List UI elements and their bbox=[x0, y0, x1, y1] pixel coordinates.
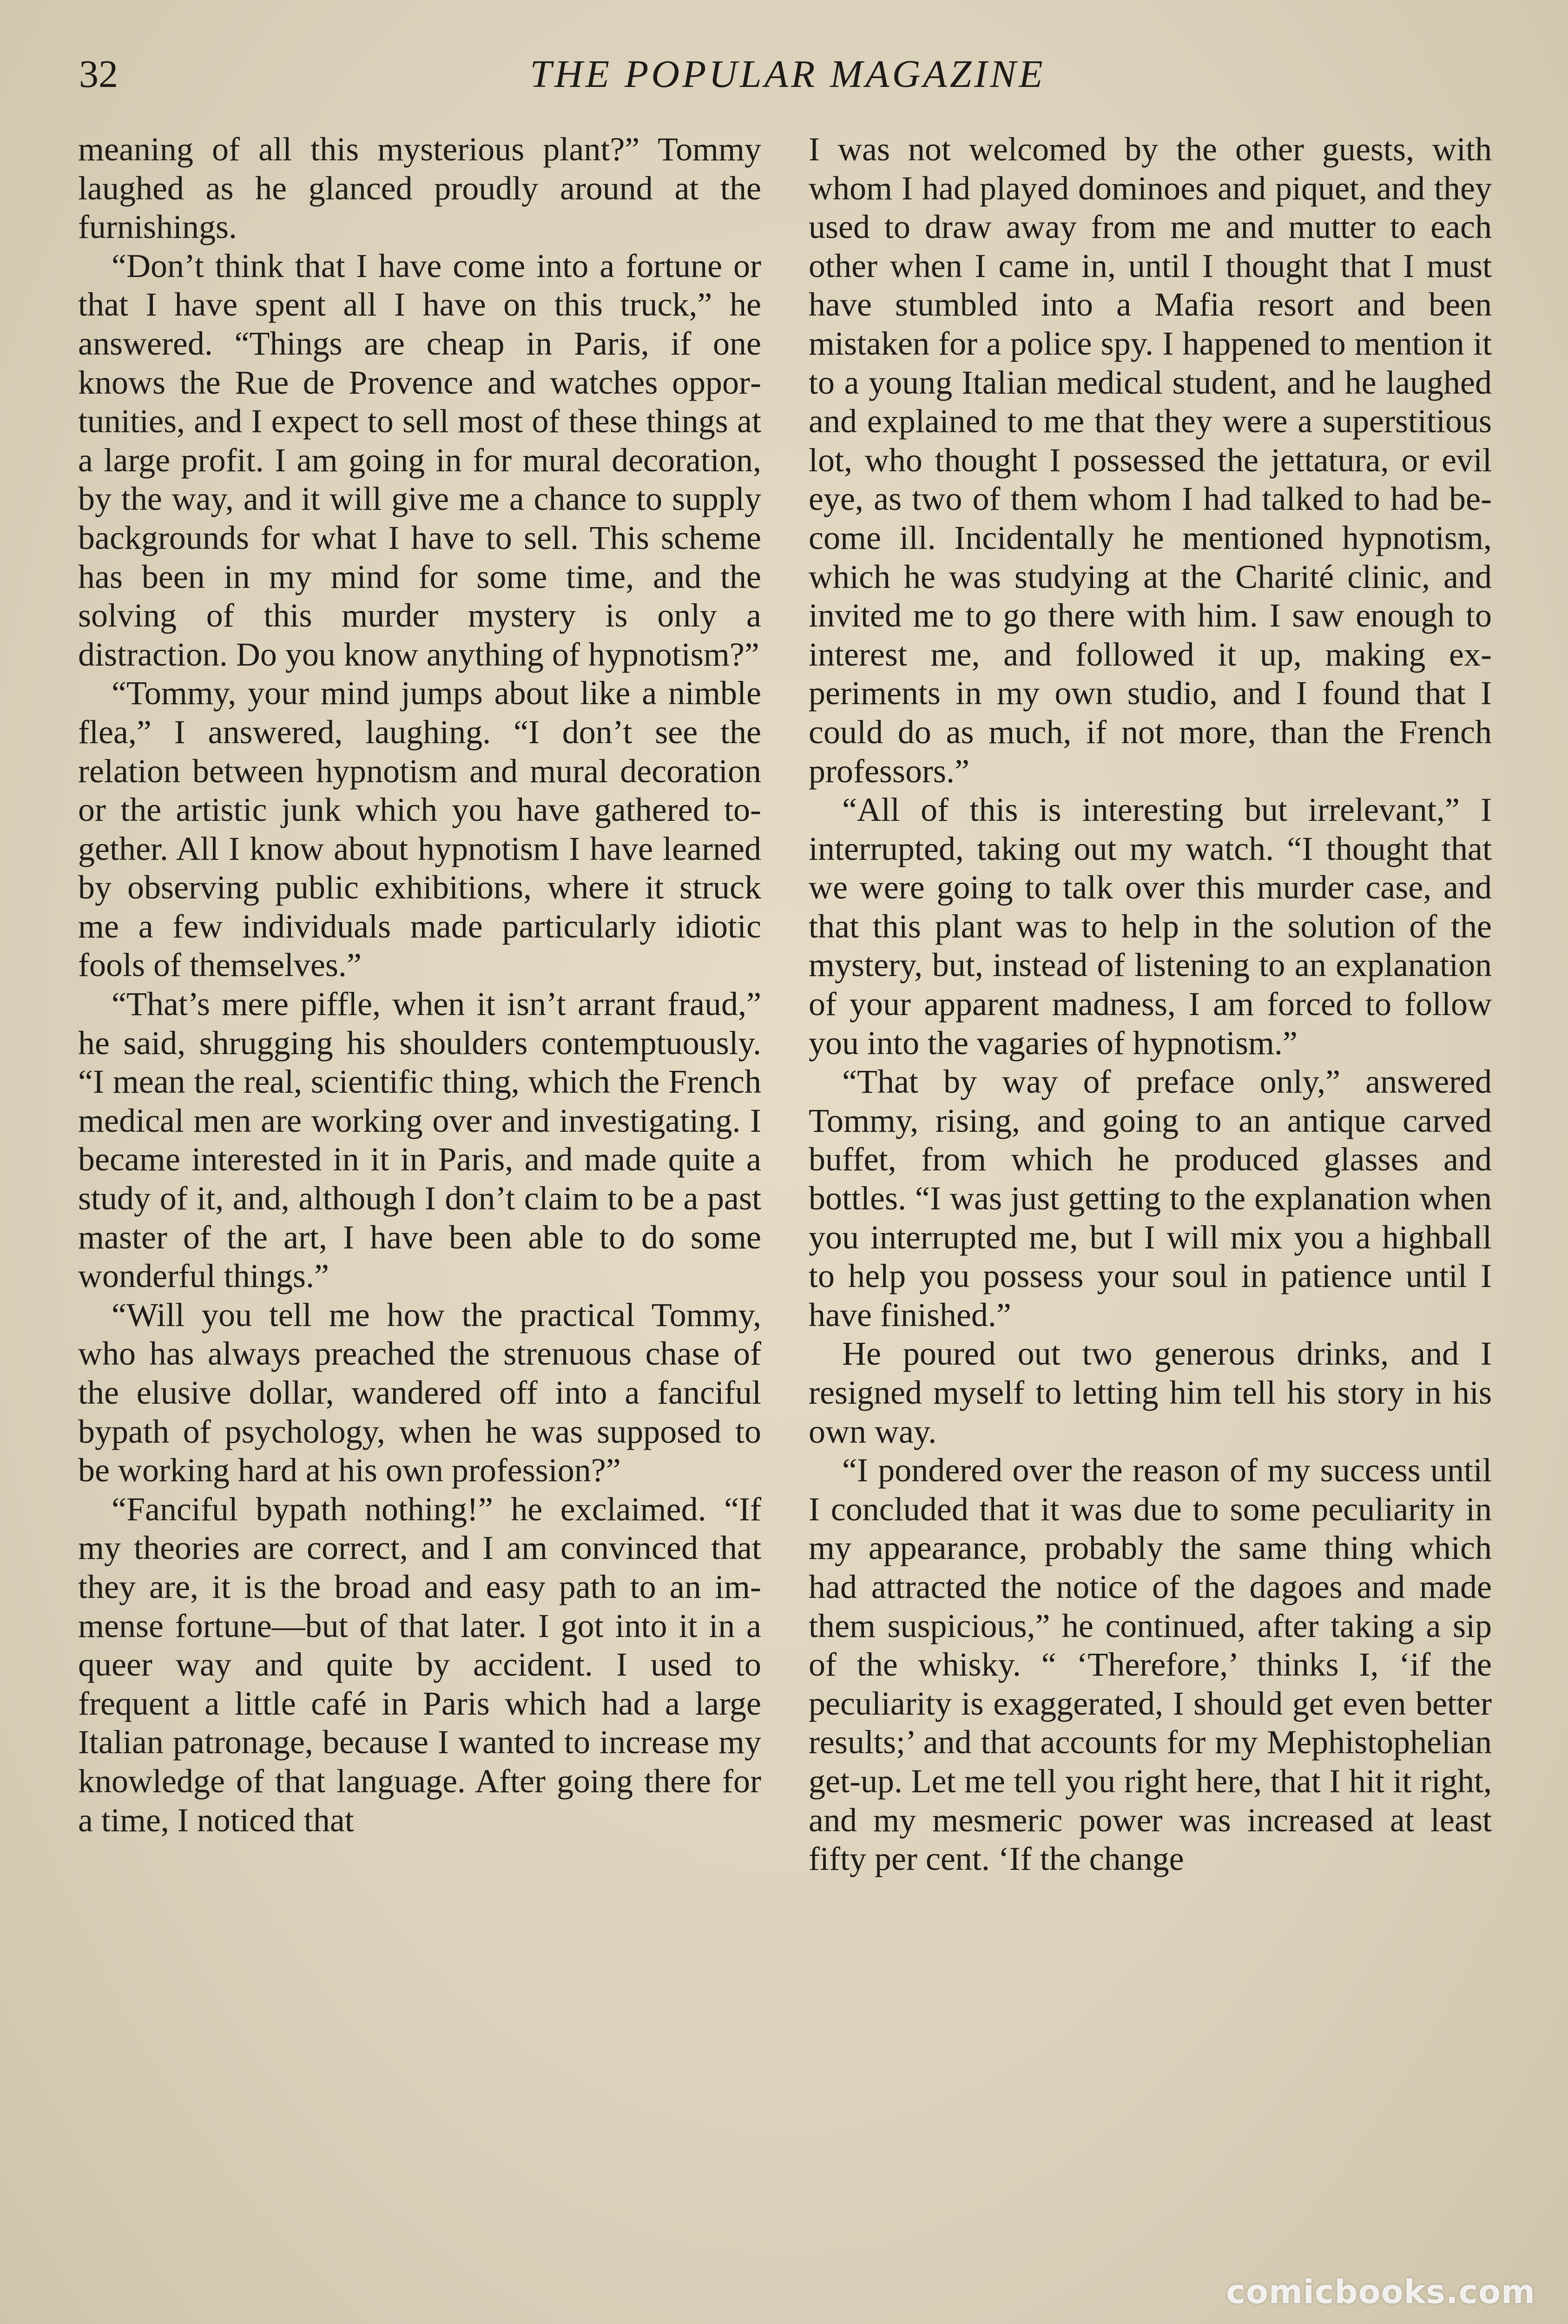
paragraph: “That by way of preface only,” answered Tommy, rising, and going to an antique carved buffet, from which he produced glasses and bottles. “I was just getting to the explanation when you interrupted me, but I will mix you a highball to help you possess your soul in patience until I have finished.” bbox=[809, 1063, 1492, 1334]
paragraph: “Don’t think that I have come into a fortune or that I have spent all I have on this truck,” he answered. “Things are cheap in Paris, if one knows the Rue de Provence and watches opportunities, and I expect to sell most of these things at a large profit. I am going in for mural decoration, by the way, and it will give me a chance to supply backgrounds for what I have to sell. This scheme has been in my mind for some time, and the solving of this murder mystery is only a distraction. Do you know anything of hypnotism?” bbox=[78, 247, 761, 673]
page-header bbox=[79, 46, 1496, 102]
page-number: 32 bbox=[79, 53, 118, 96]
paragraph: “That’s mere piffle, when it isn’t arrant fraud,” he said, shrugging his shoulders contemptuously. “I mean the real, scientific thing, which the French medical men are working over and investigating. I became interested in it in Paris, and made quite a study of it, and, although I don’t claim to be a past master of the art, I have been able to do some wonderful things.” bbox=[78, 985, 761, 1295]
running-title: THE POPULAR MAGAZINE bbox=[530, 53, 1046, 96]
paragraph: “Tommy, your mind jumps about like a nimble flea,” I answered, laughing. “I don’t see the relation between hypnotism and mural decoration or the artistic junk which you have gathered together. All I know about hypnotism I have learned by observing public exhibitions, where it struck me a few individuals made particularly idiotic fools of themselves.” bbox=[78, 674, 761, 984]
paragraph: “Fanciful bypath nothing!” he exclaimed. “If my theories are correct, and I am convinced that they are, it is the broad and easy path to an immense fortune—but of that later. I got into it in a queer way and quite by accident. I used to frequent a little café in Paris which had a large Italian patronage, because I wanted to increase my knowledge of that language. After going there for a time, I noticed that bbox=[78, 1490, 761, 1839]
paragraph: “I pondered over the reason of my success until I concluded that it was due to some peculiarity in my appearance, probably the same thing which had attracted the notice of the dagoes and made them suspicious,” he continued, after taking a sip of the whisky. “ ‘Therefore,’ thinks I, ‘if the peculiarity is exaggerated, I should get even better results;’ and that accounts for my Mephistophelian get-up. Let me tell you right here, that I hit it right, and my mesmeric power was increased at least fifty per cent. ‘If the change bbox=[809, 1452, 1492, 1878]
right-column bbox=[809, 130, 1492, 1879]
paragraph: He poured out two generous drinks, and I resigned myself to letting him tell his story in his own way. bbox=[809, 1335, 1492, 1450]
paragraph: meaning of all this mysterious plant?” Tommy laughed as he glanced proudly around at the furnishings. bbox=[78, 131, 761, 246]
paragraph: “Will you tell me how the practical Tommy, who has always preached the strenuous chase of the elusive dollar, wandered off into a fanciful bypath of psychology, when he was supposed to be working hard at his own profession?” bbox=[78, 1296, 761, 1489]
paragraph: I was not welcomed by the other guests, with whom I had played dominoes and piquet, and they used to draw away from me and mutter to each other when I came in, until I thought that I must have stumbled into a Mafia resort and been mistaken for a police spy. I happened to mention it to a young Italian medical student, and he laughed and explained to me that they were a superstitious lot, who thought I possessed the jettatura, or evil eye, as two of them whom I had talked to had become ill. Incidentally he mentioned hypnotism, which he was studying at the Charité clinic, and invited me to go there with him. I saw enough to interest me, and followed it up, making experiments in my own studio, and I found that I could do as much, if not more, than the French professors.” bbox=[809, 131, 1492, 790]
left-column bbox=[78, 130, 761, 1840]
paragraph: “All of this is interesting but irrelevant,” I interrupted, taking out my watch. “I thought that we were going to talk over this murder case, and that this plant was to help in the solution of the mystery, but, instead of listening to an explanation of your apparent madness, I am forced to follow you into the vagaries of hypnotism.” bbox=[809, 791, 1492, 1062]
site-watermark: comicbooks.com bbox=[1226, 2273, 1535, 2311]
